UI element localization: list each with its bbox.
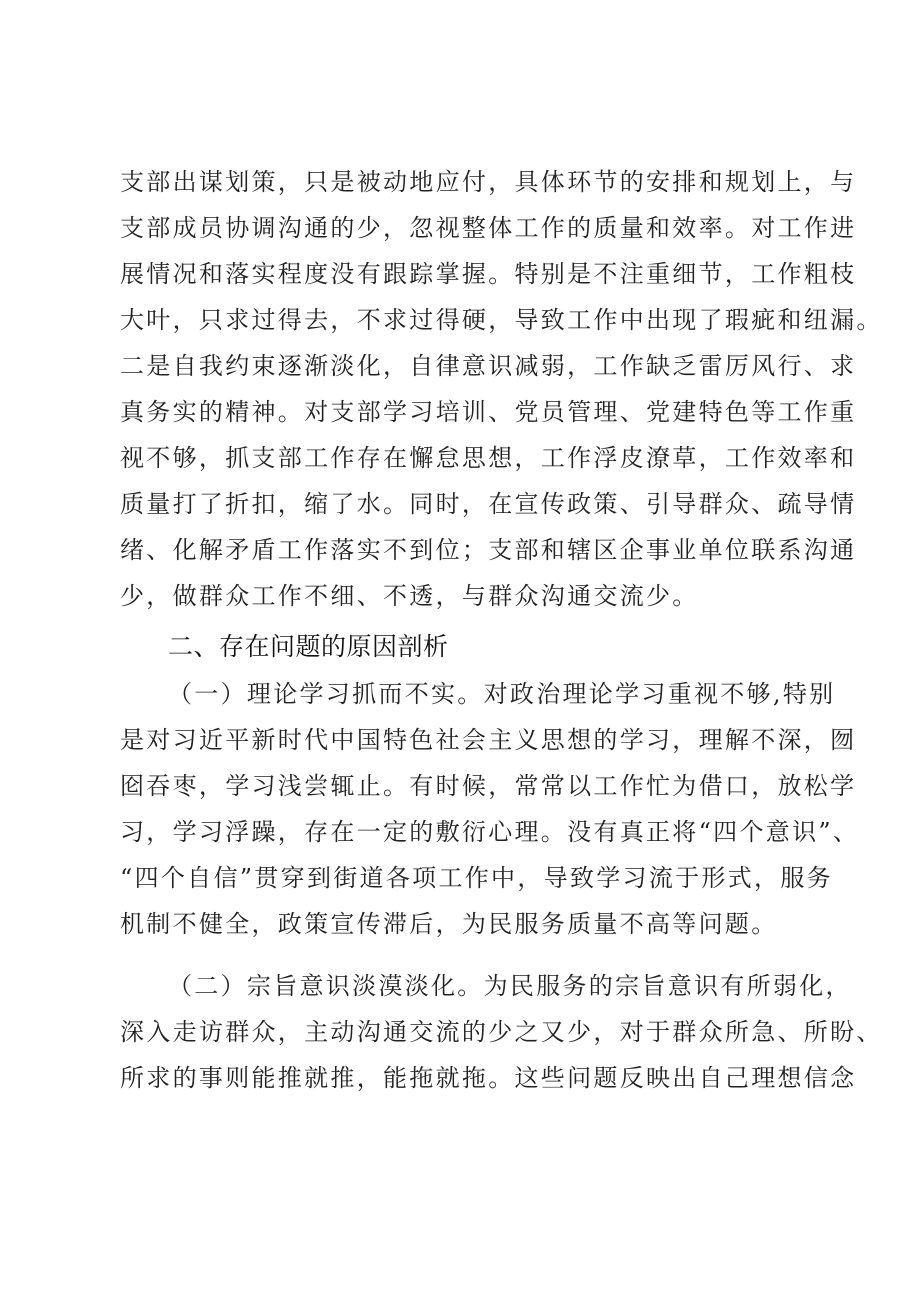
- paragraph-line: 囵吞枣，学习浅尝辄止。有时候，常常以工作忙为借口，放松学: [120, 772, 857, 800]
- paragraph-line: （一）理论学习抓而不实。对政治理论学习重视不够,特别: [168, 680, 836, 708]
- paragraph-line: 大叶，只求过得去，不求过得硬，导致工作中出现了瑕疵和纽漏。: [120, 306, 883, 334]
- paragraph-line: 习，学习浮躁，存在一定的敷衍心理。没有真正将“四个意识”、: [120, 818, 860, 846]
- paragraph-line: （二）宗旨意识淡漠淡化。为民服务的宗旨意识有所弱化，: [168, 972, 852, 1000]
- section-heading: 二、存在问题的原因剖析: [168, 632, 449, 661]
- paragraph-line: “四个自信”贯穿到街道各项工作中，导致学习流于形式，服务: [120, 864, 833, 892]
- paragraph-line: 机制不健全，政策宣传滞后，为民服务质量不高等问题。: [120, 910, 778, 938]
- paragraph-line: 深入走访群众，主动沟通交流的少之又少，对于群众所急、所盼、: [120, 1018, 883, 1046]
- paragraph-line: 视不够，抓支部工作存在懈怠思想，工作浮皮潦草，工作效率和: [120, 444, 857, 472]
- paragraph-line: 展情况和落实程度没有跟踪掌握。特别是不注重细节，工作粗枝: [120, 260, 857, 288]
- paragraph-line: 少，做群众工作不细、不透，与群众沟通交流少。: [120, 582, 699, 610]
- paragraph-line: 真务实的精神。对支部学习培训、党员管理、党建特色等工作重: [120, 398, 857, 426]
- paragraph-line: 二是自我约束逐渐淡化，自律意识减弱，工作缺乏雷厉风行、求: [120, 352, 857, 380]
- paragraph-line: 是对习近平新时代中国特色社会主义思想的学习，理解不深，囫: [120, 726, 857, 754]
- paragraph-line: 支部出谋划策，只是被动地应付，具体环节的安排和规划上，与: [120, 168, 857, 196]
- paragraph-line: 支部成员协调沟通的少，忽视整体工作的质量和效率。对工作进: [120, 214, 857, 242]
- paragraph-line: 所求的事则能推就推，能拖就拖。这些问题反映出自己理想信念: [120, 1064, 857, 1092]
- paragraph-line: 绪、化解矛盾工作落实不到位；支部和辖区企事业单位联系沟通: [120, 536, 857, 564]
- paragraph-line: 质量打了折扣，缩了水。同时，在宣传政策、引导群众、疏导情: [120, 490, 857, 518]
